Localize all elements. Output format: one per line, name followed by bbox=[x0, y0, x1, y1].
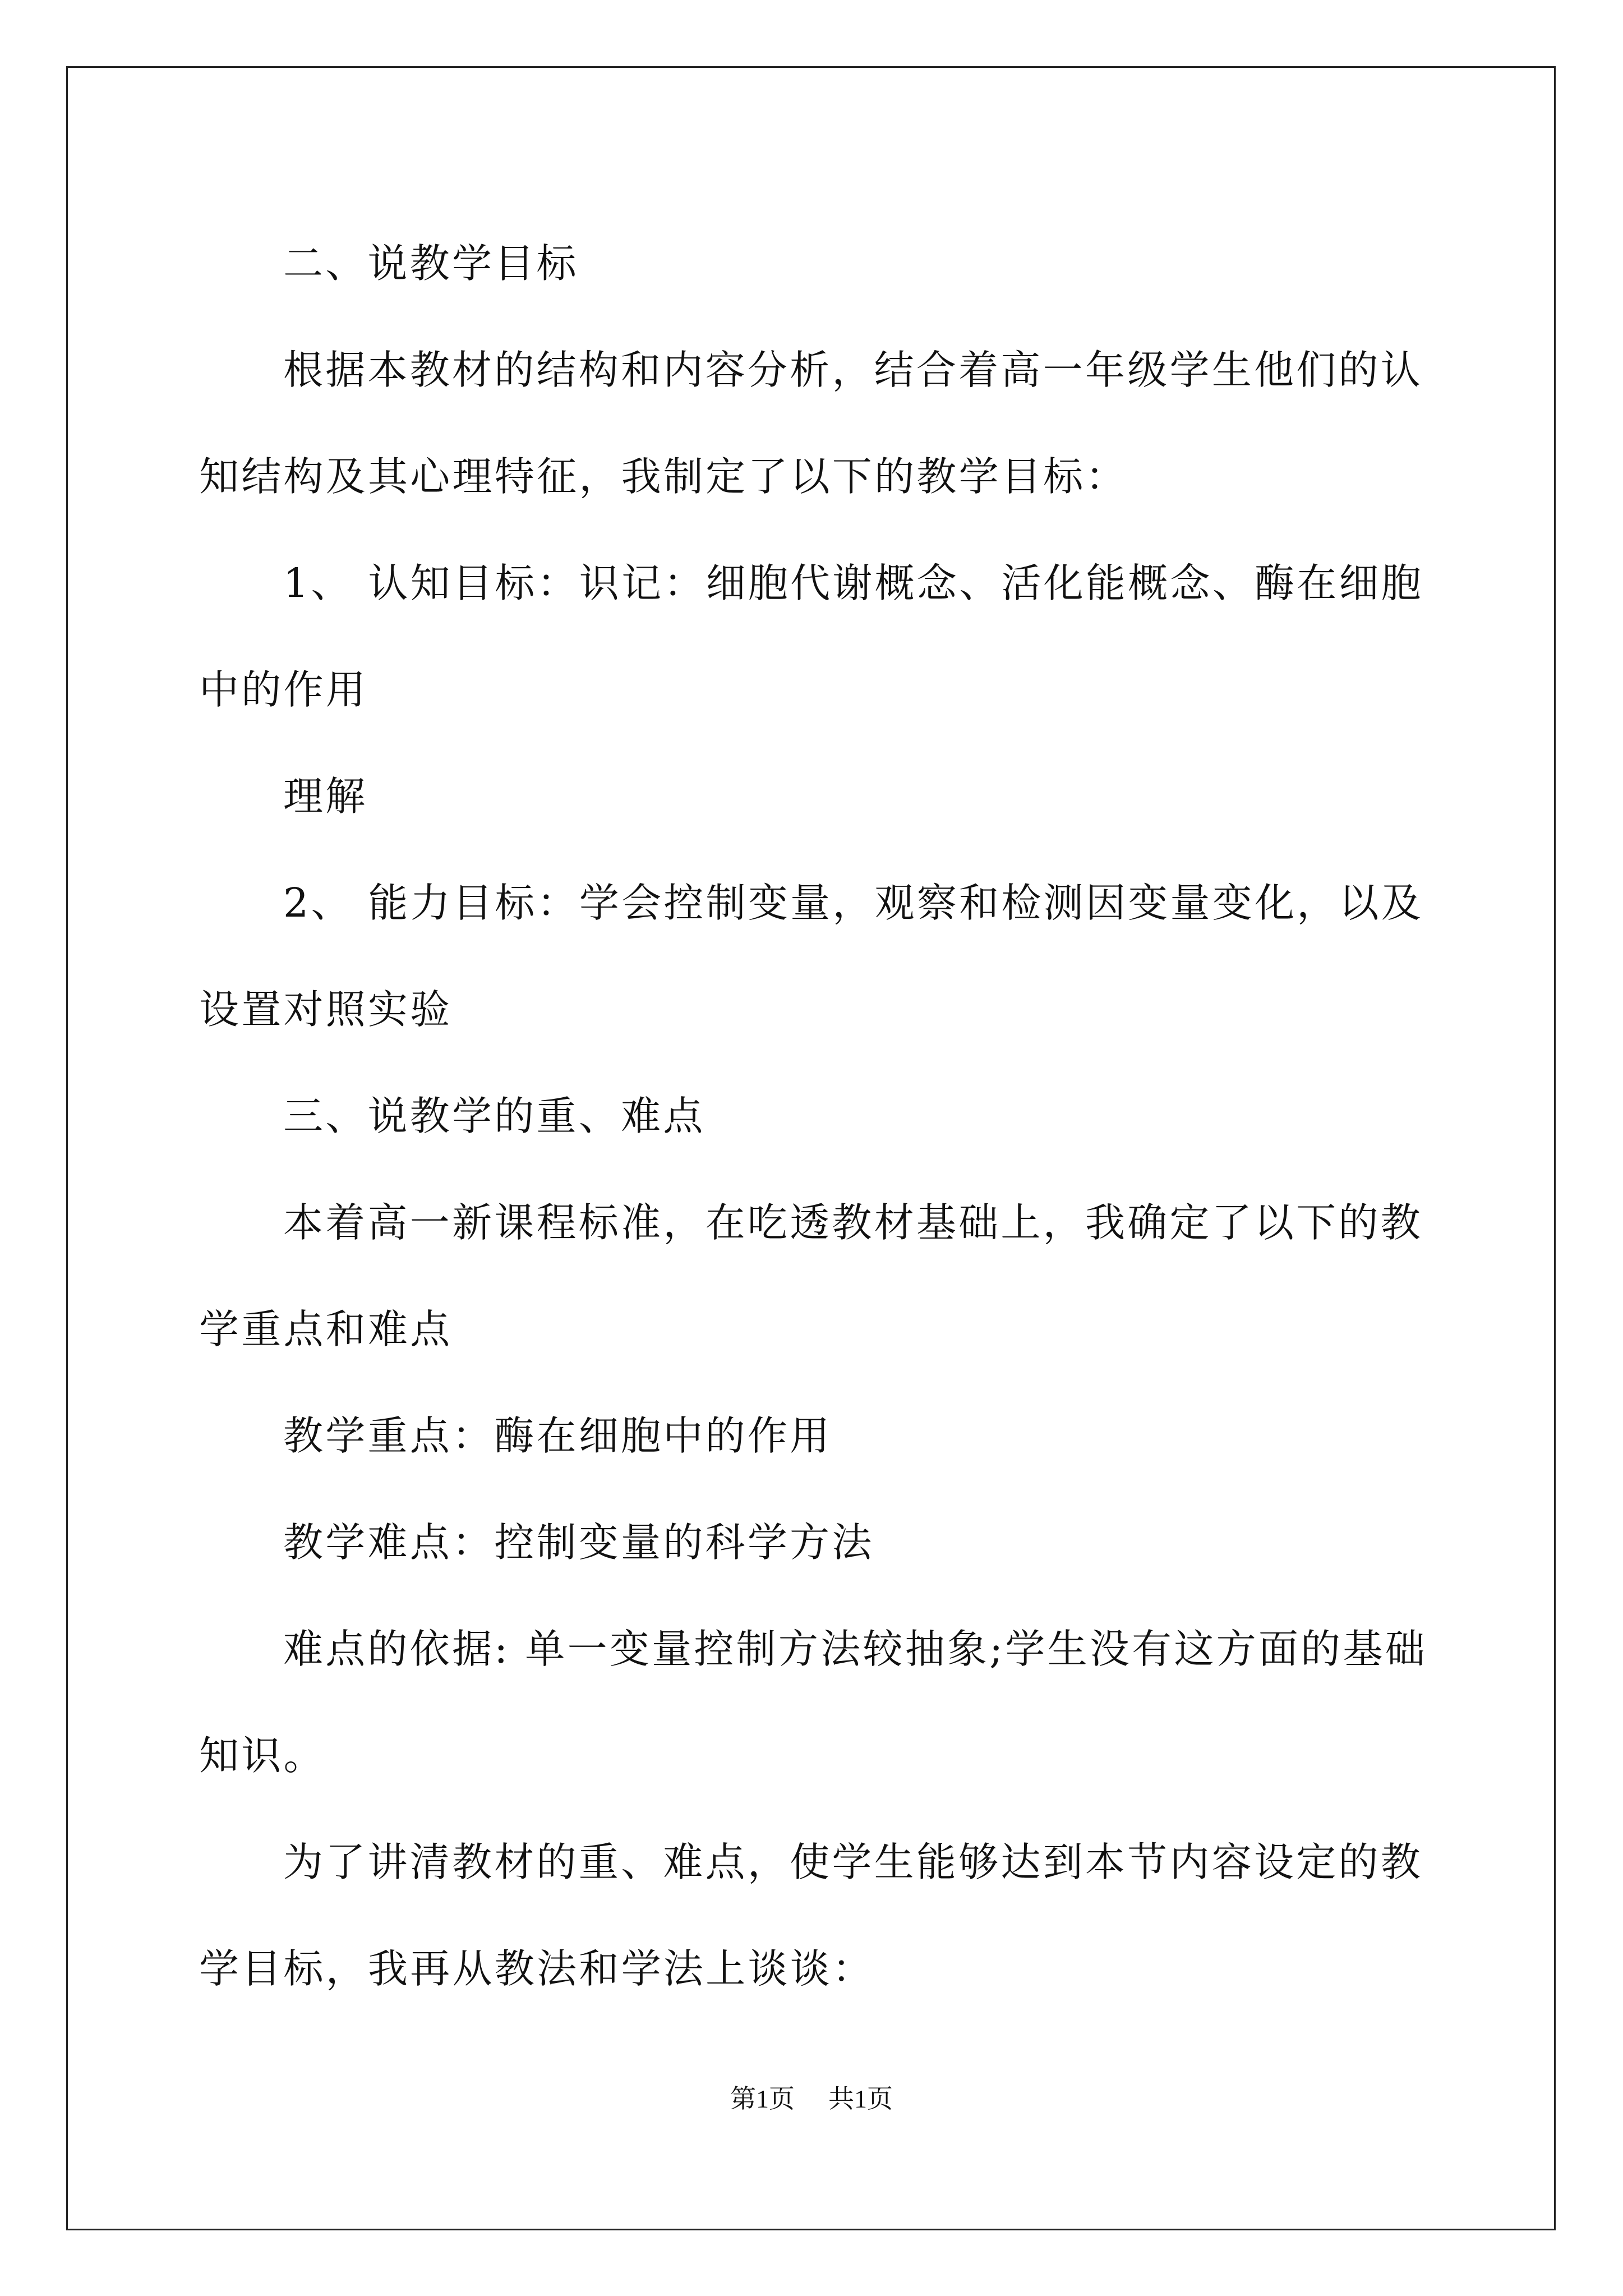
paragraph-difficult-point: 教学难点：控制变量的科学方法 bbox=[283, 1519, 874, 1566]
paragraph-ability-objective: 2、 能力目标：学会控制变量，观察和检测因变量变化，以及设置对照实验 bbox=[199, 880, 1424, 1033]
heading-teaching-objectives: 二、说教学目标 bbox=[283, 240, 579, 287]
heading-key-difficult-points: 三、说教学的重、难点 bbox=[283, 1093, 706, 1139]
paragraph-difficulty-basis: 难点的依据: 单一变量控制方法较抽象;学生没有这方面的基础知识。 bbox=[199, 1626, 1427, 1779]
page-number: 第1页 bbox=[730, 2085, 795, 2113]
paragraph-key-point: 教学重点：酶在细胞中的作用 bbox=[283, 1412, 832, 1459]
page-footer bbox=[0, 2078, 1623, 2115]
paragraph-methods-intro: 为了讲清教材的重、难点，使学生能够达到本节内容设定的教学目标，我再从教法和学法上谈谈： bbox=[199, 1839, 1423, 1992]
paragraph-understanding: 理解 bbox=[283, 773, 368, 820]
page-total: 共1页 bbox=[828, 2085, 893, 2113]
paragraph-cognitive-objective: 1、 认知目标：识记：细胞代谢概念、活化能概念、酶在细胞中的作用 bbox=[199, 560, 1424, 713]
document-body bbox=[199, 210, 1433, 2022]
paragraph-standards-intro: 本着高一新课程标准，在吃透教材基础上，我确定了以下的教学重点和难点 bbox=[199, 1199, 1423, 1352]
paragraph-objectives-intro: 根据本教材的结构和内容分析，结合着高一年级学生他们的认知结构及其心理特征，我制定了以下的教学目标： bbox=[199, 347, 1423, 500]
